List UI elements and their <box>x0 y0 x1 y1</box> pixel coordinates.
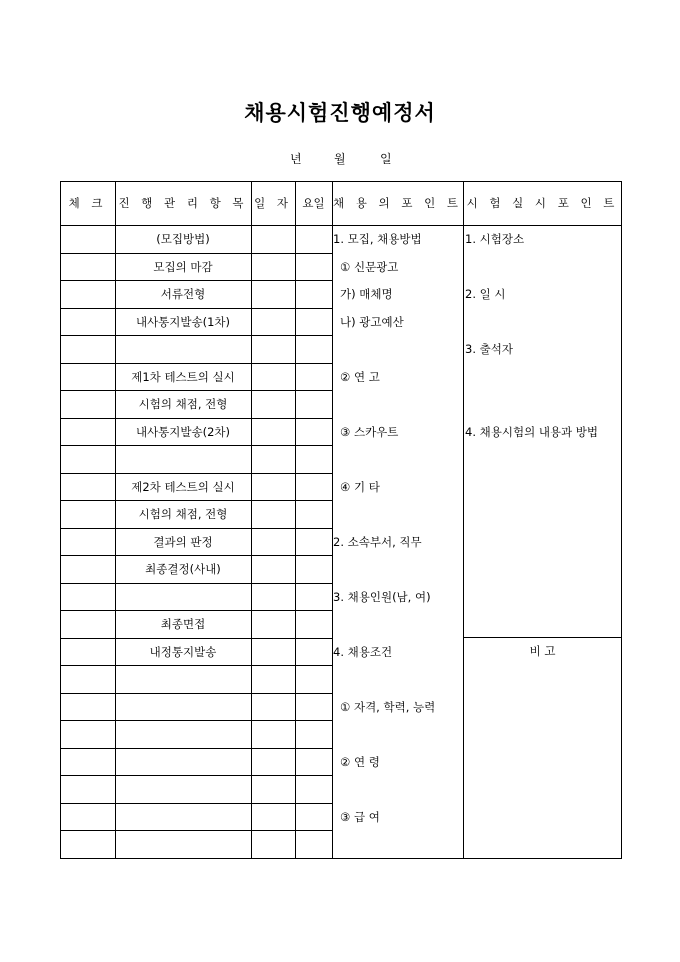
header-date: 일 자 <box>254 196 292 210</box>
row-divider <box>60 803 332 804</box>
column-divider <box>463 181 464 859</box>
recruit-point-text: 4. 채용조건 <box>333 644 393 659</box>
recruit-point-text: 2. 소속부서, 직무 <box>333 534 422 549</box>
exam-point-text: 2. 일 시 <box>465 287 506 301</box>
header-exam-points: 시 험 실 시 포 인 트 <box>466 196 619 210</box>
row-divider <box>60 720 332 721</box>
row-divider <box>60 610 332 611</box>
item-cell: (모집방법) <box>156 232 210 246</box>
document-title: 채용시험진행예정서 <box>244 100 436 125</box>
item-cell: 시험의 채점, 전형 <box>138 397 228 411</box>
exam-point-text: 1. 시험장소 <box>465 232 525 246</box>
exam-point-text: 3. 출석자 <box>465 342 513 356</box>
recruit-point-text: 가) 매체명 <box>340 287 393 301</box>
row-divider <box>60 280 332 281</box>
header-item: 진 행 관 리 항 목 <box>118 196 248 210</box>
column-divider <box>295 181 296 859</box>
item-cell: 내정통지발송 <box>149 644 217 659</box>
row-divider <box>60 748 332 749</box>
recruit-point-text: ① 신문광고 <box>340 259 399 274</box>
row-divider <box>60 445 332 446</box>
column-divider <box>251 181 252 859</box>
item-cell: 시험의 채점, 전형 <box>138 507 228 521</box>
item-cell: 서류전형 <box>160 287 206 301</box>
remarks-label: 비 고 <box>529 644 556 658</box>
item-cell: 결과의 판정 <box>153 534 213 549</box>
date-month-label: 월 <box>334 152 346 166</box>
row-divider <box>60 335 332 336</box>
header-points: 채 용 의 포 인 트 <box>333 196 462 210</box>
row-divider <box>60 473 332 474</box>
recruit-point-text: ② 연 고 <box>340 369 380 384</box>
row-divider <box>60 253 332 254</box>
item-cell: 내사통지발송(2차) <box>135 424 231 439</box>
row-divider <box>60 555 332 556</box>
recruit-point-text: ③ 급 여 <box>340 809 380 824</box>
item-cell: 최종면접 <box>160 617 206 631</box>
row-divider <box>60 390 332 391</box>
recruit-point-text: ② 연 령 <box>340 754 380 769</box>
item-cell: 제2차 테스트의 실시 <box>131 479 235 494</box>
recruit-point-text: 1. 모집, 채용방법 <box>333 232 422 246</box>
row-divider <box>60 308 332 309</box>
column-divider <box>332 181 333 859</box>
header-weekday: 요일 <box>302 196 325 210</box>
row-divider <box>60 500 332 501</box>
recruit-point-text: 나) 광고예산 <box>340 314 404 329</box>
table-border-right <box>621 181 622 859</box>
header-check: 체 크 <box>68 196 107 210</box>
table-border-left <box>60 181 61 859</box>
header-divider <box>60 225 622 226</box>
recruit-point-text: 3. 채용인원(남, 여) <box>333 589 431 604</box>
item-cell: 내사통지발송(1차) <box>135 314 231 329</box>
recruit-point-text: ③ 스카우트 <box>340 424 399 439</box>
item-cell: 최종결정(사내) <box>145 562 221 576</box>
recruit-point-text: ① 자격, 학력, 능력 <box>340 699 436 714</box>
item-cell: 제1차 테스트의 실시 <box>131 369 235 384</box>
exam-point-text: 4. 채용시험의 내용과 방법 <box>465 424 599 439</box>
schedule-table <box>60 181 622 859</box>
item-cell: 모집의 마감 <box>153 259 213 274</box>
row-divider <box>60 665 332 666</box>
row-divider <box>60 363 332 364</box>
row-divider <box>60 830 332 831</box>
row-divider <box>60 693 332 694</box>
table-border-bottom <box>60 858 622 859</box>
row-divider <box>60 583 332 584</box>
recruit-point-text: ④ 기 타 <box>340 479 380 494</box>
row-divider <box>60 528 332 529</box>
row-divider <box>60 418 332 419</box>
remarks-divider <box>463 637 622 638</box>
table-border-top <box>60 181 622 182</box>
date-year-label: 년 <box>290 152 302 166</box>
date-day-label: 일 <box>380 152 392 166</box>
row-divider <box>60 775 332 776</box>
row-divider <box>60 638 332 639</box>
